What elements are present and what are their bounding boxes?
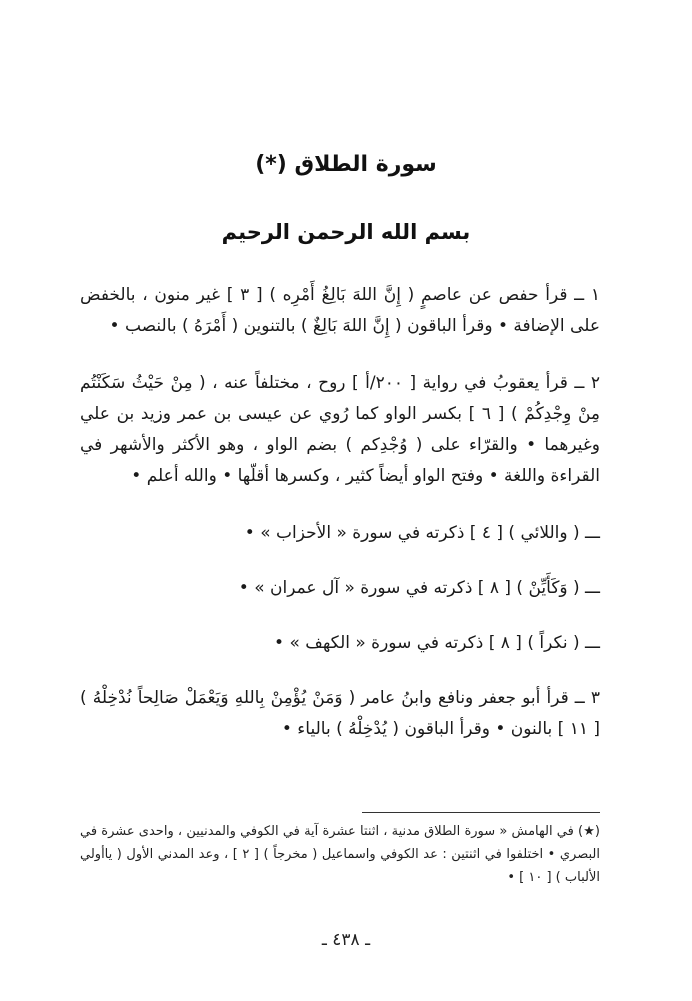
note-line-allai: ـــ ( واللائي ) [ ٤ ] ذكرته في سورة « الأحزاب » • xyxy=(244,523,600,543)
note-line-kaayyin: ـــ ( وَكَأَيِّنْ ) [ ٨ ] ذكرته في سورة « آل عمران » • xyxy=(238,578,600,598)
footnote-divider xyxy=(362,812,600,813)
paragraph-2: ٢ ــ قرأ يعقوبُ في رواية [ ٢٠٠/أ ] روح ، مختلفاً عنه ، ( مِنْ حَيْثُ سَكَنْتُم مِنْ وِجْدِكُمْ ) [ ٦ ] بكسر الواو كما رُوي عن عيسى بن عمر وزيد بن علي وغيرهما • والقرّاء على ( وُجْدِكم ) بضم الواو ، وهو الأكثر والأشهر في القراءة واللغة • وفتح الواو أيضاً كثير ، وكسرها أقلّها • والله أعلم • xyxy=(80,373,600,486)
surah-title: سورة الطلاق (*) xyxy=(255,152,437,177)
note-line-nukra: ـــ ( نكراً ) [ ٨ ] ذكرته في سورة « الكهف » • xyxy=(274,633,600,653)
footnote-text: (★) في الهامش « سورة الطلاق مدنية ، اثنتا عشرة آية في الكوفي والمدنيين ، واحدى عشرة في البصري • اختلفوا في اثنتين : عد الكوفي واسماعيل ( مخرجاً ) [ ٢ ] ، وعد المدني الأول ( ياأولي الألباب ) [ ١٠ ] • xyxy=(80,824,600,885)
basmala-heading: بسم الله الرحمن الرحيم xyxy=(221,220,471,244)
main-text xyxy=(80,280,600,771)
paragraph-3: ٣ ــ قرأ أبو جعفر ونافع وابنُ عامر ( وَمَنْ يُؤْمِنْ بِاللهِ وَيَعْمَلْ صَالِحاً نُدْخِلْهُ ) [ ١١ ] بالنون • وقرأ الباقون ( يُدْخِلْهُ ) بالياء • xyxy=(80,688,600,739)
paragraph-1: ١ ــ قرأ حفص عن عاصمٍ ( إِنَّ اللهَ بَالِغُ أَمْرِه ) [ ٣ ] غير منون ، بالخفض على الإضافة • وقرأ الباقون ( إِنَّ اللهَ بَالِغٌ ) بالتنوين ( أَمْرَهُ ) بالنصب • xyxy=(80,285,600,336)
page-number: ـ ٤٣٨ ـ xyxy=(321,930,371,950)
footnote xyxy=(80,820,600,889)
